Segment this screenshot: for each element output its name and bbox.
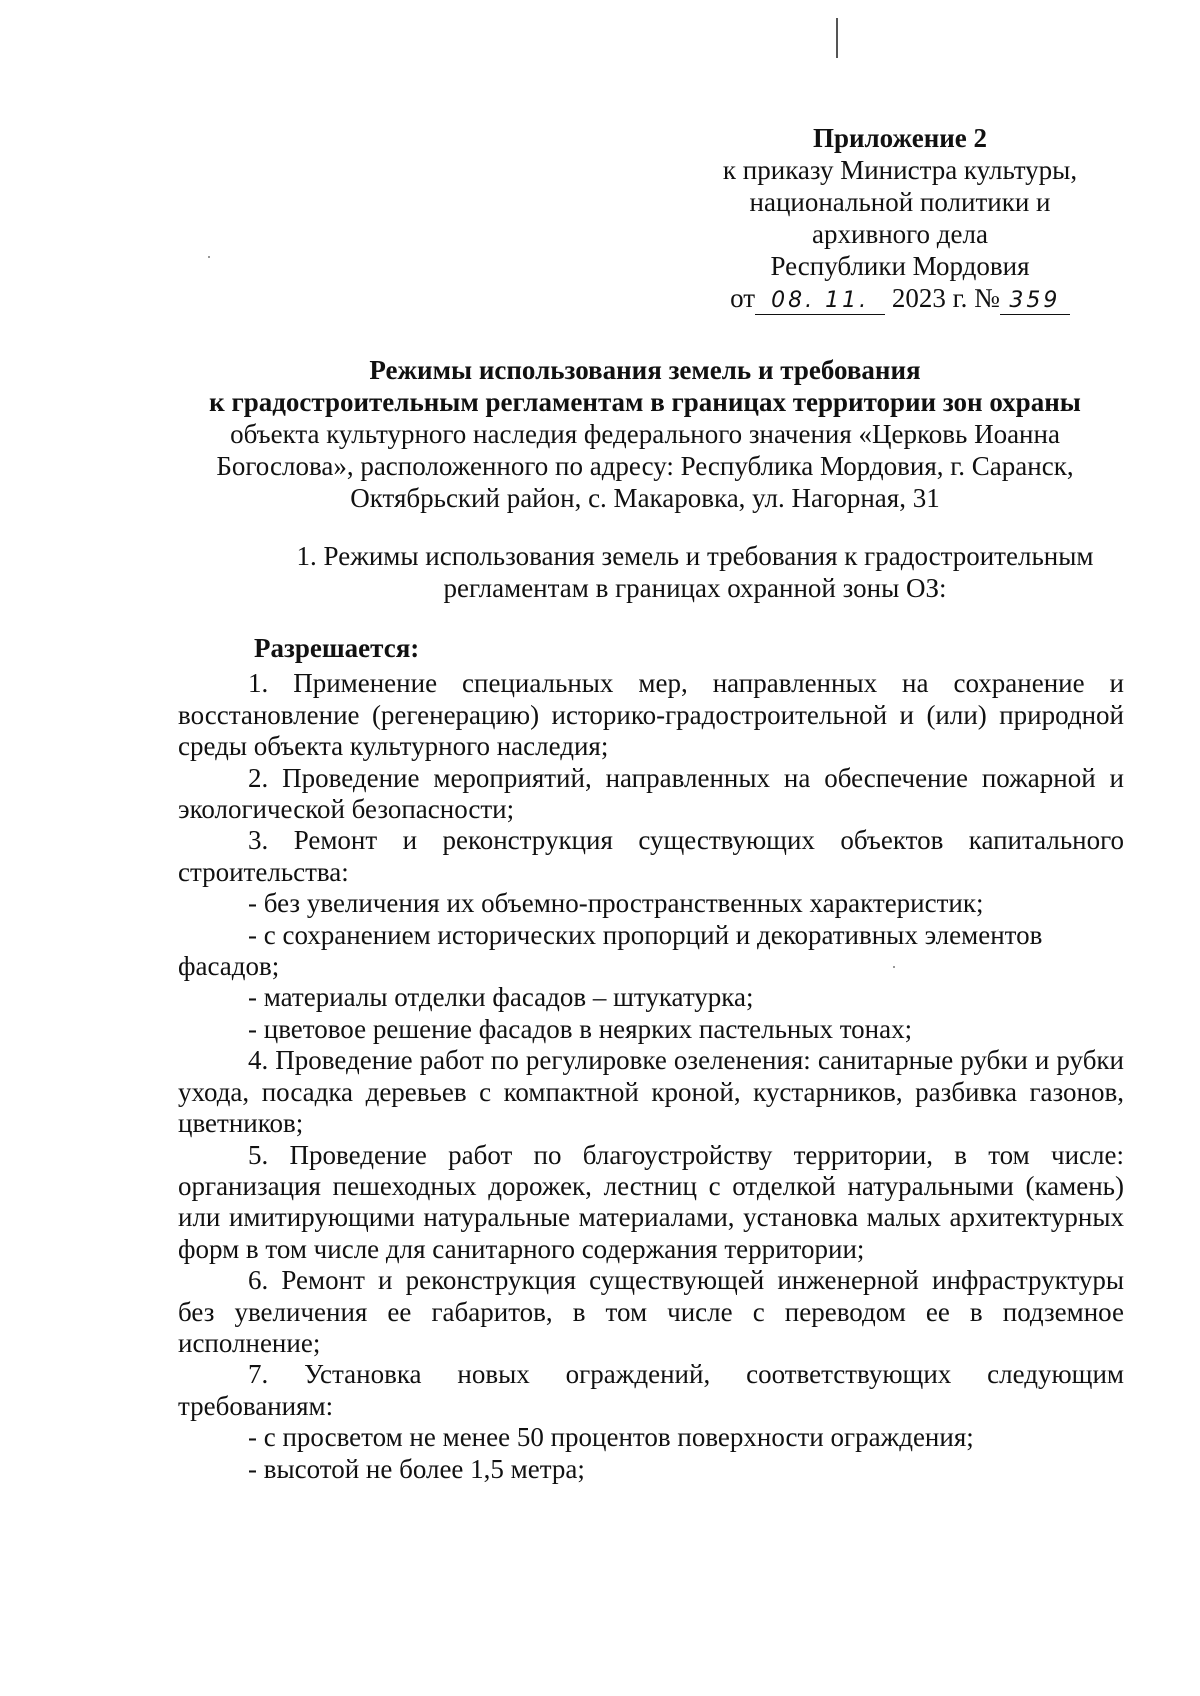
section-heading — [265, 540, 1125, 604]
scan-speck — [208, 256, 210, 258]
document-title — [170, 354, 1120, 514]
annex-date-line — [700, 282, 1100, 315]
section-line: регламентам в границах охранной зоны ОЗ: — [443, 573, 947, 603]
allowed-heading: Разрешается: — [254, 633, 420, 663]
title-line: Богослова», расположенного по адресу: Республика Мордовия, г. Саранск, — [216, 451, 1074, 481]
list-item: 7. Установка новых ограждений, соответствующих следующим требованиям: — [178, 1359, 1124, 1421]
handwritten-date: 08. 11. — [755, 288, 885, 315]
date-prefix: от — [730, 283, 756, 313]
list-item: 1. Применение специальных мер, направленных на сохранение и восстановление (регенерацию) историко-градостроительной и (или) природной среды объекта культурного наследия; — [178, 668, 1124, 762]
annex-line: национальной политики и — [749, 187, 1051, 217]
sub-item: - без увеличения их объемно-пространственных характеристик; — [248, 888, 984, 919]
list-item: 4. Проведение работ по регулировке озеленения: санитарные рубки и рубки ухода, посадка деревьев с компактной кроной, кустарников, разбивка газонов, цветников; — [178, 1045, 1124, 1139]
list-item: 6. Ремонт и реконструкция существующей инженерной инфраструктуры без увеличения ее габаритов, в том числе с переводом ее в подземное исполнение; — [178, 1265, 1124, 1358]
scan-artifact-line — [836, 18, 838, 58]
sub-item: - материалы отделки фасадов – штукатурка; — [248, 982, 754, 1013]
sub-item: - с сохранением исторических пропорций и декоративных элементов фасадов; — [178, 919, 1043, 982]
annex-title: Приложение 2 — [812, 123, 988, 153]
section-line: 1. Режимы использования земель и требования к градостроительным — [296, 541, 1094, 571]
annex-line: к приказу Министра культуры, — [722, 155, 1078, 185]
title-line: объекта культурного наследия федерального значения «Церковь Иоанна — [230, 419, 1060, 449]
handwritten-number: 359 — [1000, 288, 1070, 315]
title-line: к градостроительным регламентам в границах территории зон охраны — [209, 387, 1081, 417]
annex-header — [700, 122, 1100, 315]
document-body — [178, 633, 1124, 1485]
list-item: 3. Ремонт и реконструкция существующих объектов капитального строительства: — [178, 825, 1124, 887]
sub-item: - с просветом не менее 50 процентов поверхности ограждения; — [248, 1422, 974, 1453]
title-line: Октябрьский район, с. Макаровка, ул. Нагорная, 31 — [350, 483, 940, 513]
annex-line: Республики Мордовия — [770, 251, 1030, 281]
list-item: 2. Проведение мероприятий, направленных на обеспечение пожарной и экологической безопасности; — [178, 762, 1124, 825]
title-line: Режимы использования земель и требования — [369, 355, 921, 385]
year-label: 2023 г. № — [891, 283, 1000, 313]
list-item: 5. Проведение работ по благоустройству территории, в том числе: организация пешеходных дорожек, лестниц с отделкой натуральными (камень) или имитирующими натуральные материалами, установка малых архитектурных форм в том числе для санитарного содержания территории; — [178, 1139, 1124, 1264]
sub-item: - высотой не более 1,5 метра; — [248, 1453, 585, 1484]
sub-item: - цветовое решение фасадов в неярких пастельных тонах; — [248, 1013, 913, 1044]
annex-line: архивного дела — [812, 219, 988, 249]
